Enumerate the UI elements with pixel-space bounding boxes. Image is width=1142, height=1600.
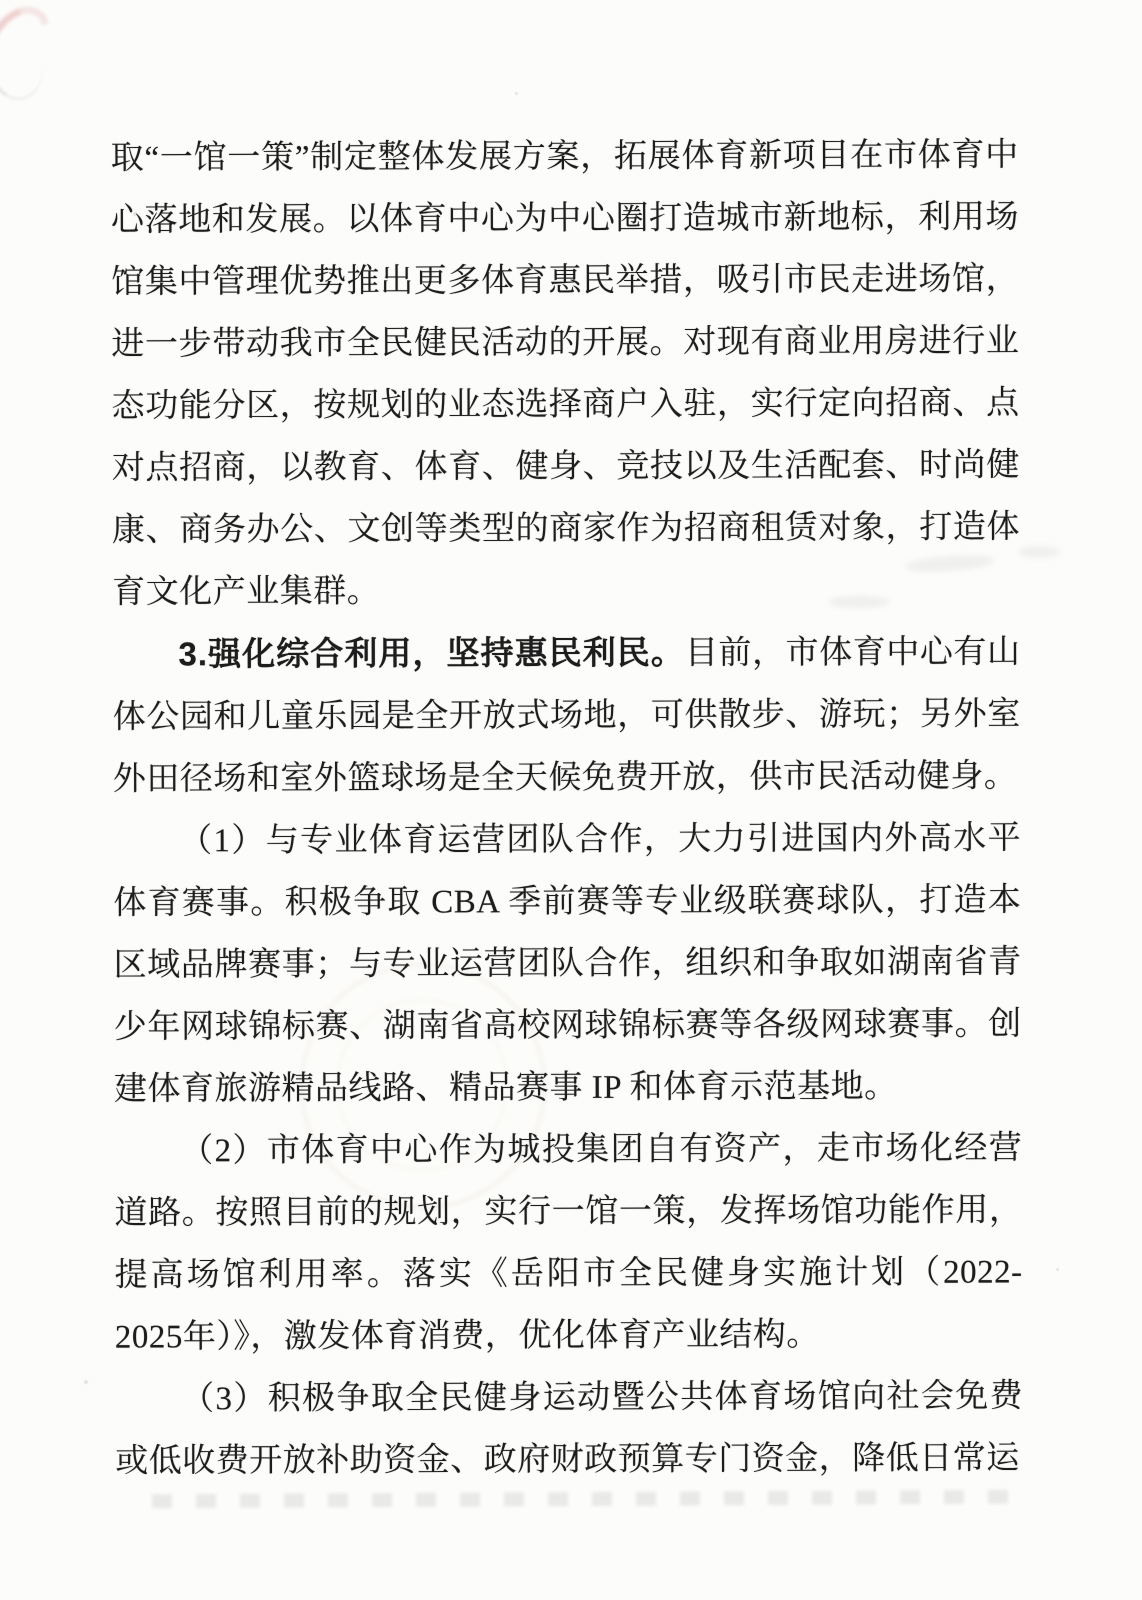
paragraph-section-3 (112, 620, 1021, 810)
paper-speck (1056, 1268, 1059, 1271)
paragraph-text: 取“一馆一策”制定整体发展方案，拓展体育新项目在市体育中心落地和发展。以体育中心为中心圈打造城市新地标，利用场馆集中管理优势推出更多体育惠民举措，吸引市民走进场馆，进一步带动我市全民健民活动的开展。对现有商业用房进行业态功能分区，按规划的业态选择商户入驻，实行定向招商、点对点招商，以教育、体育、健身、竞技以及生活配套、时尚健康、商务办公、文创等类型的商家作为招商租赁对象，打造体育文化产业集群。 (110, 137, 1021, 611)
section-heading-bold: 3.强化综合利用，坚持惠民利民。 (178, 633, 685, 673)
paragraph-item-3 (115, 1365, 1023, 1492)
ghost-text-bleedthrough (152, 1490, 1020, 1509)
paragraph-text: （3）积极争取全民健身运动暨公共体育场馆向社会免费或低收费开放补助资金、政府财政预算专门资金，降低日常运 (115, 1378, 1024, 1480)
paper-speck (515, 92, 518, 95)
paragraph-item-2 (114, 1117, 1023, 1368)
paragraph-text: 目前，市体育中心有山体公园和儿童乐园是全开放式场地，可供散步、游玩；另外室外田径场和室外篮球场是全天候免费开放，供市民活动健身。 (112, 634, 1021, 798)
paragraph-continuation (111, 124, 1021, 623)
ink-smudge (1018, 546, 1060, 558)
document-text-block (111, 124, 1024, 1492)
paragraph-item-1 (113, 807, 1022, 1120)
paper-speck (84, 1380, 88, 1384)
paragraph-text: （1）与专业体育运营团队合作，大力引进国内外高水平体育赛事。积极争取 CBA 季前赛等专业级联赛球队，打造本区域品牌赛事；与专业运营团队合作，组织和争取如湖南省青少年网球锦标赛、湖南省高校网球锦标赛等各级网球赛事。创建体育旅游精品线路、精品赛事 IP 和体育示范基地。 (113, 820, 1022, 1108)
paragraph-text: （2）市体育中心作为城投集团自有资产，走市场化经营道路。按照目前的规划，实行一馆一策，发挥场馆功能作用，提高场馆利用率。落实《岳阳市全民健身实施计划（2022-2025年）》，激发体育消费，优化体育产业结构。 (114, 1130, 1023, 1356)
